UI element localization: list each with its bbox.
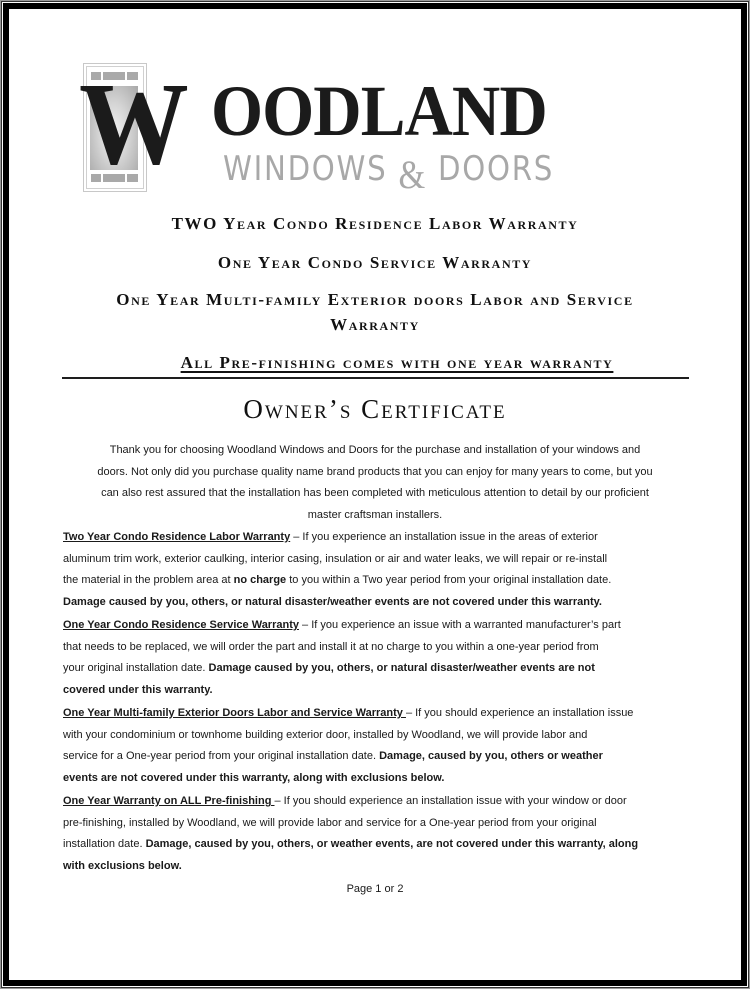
section-heading: Two Year Condo Residence Labor Warranty — [63, 531, 291, 543]
logo-ampersand: & — [398, 152, 427, 197]
heading-multi-family-line2: Warranty — [330, 315, 420, 334]
section-exclusion: covered under this warranty. — [63, 683, 213, 696]
section-exclusion: Damage caused by you, others, or natural disaster/weather events are not covered under this warranty. — [63, 595, 602, 608]
logo-subtitle-right: DOORS — [437, 149, 555, 189]
section-text: – If you experience an issue with a warranted manufacturer’s part — [298, 619, 621, 631]
logo-subtitle — [223, 147, 555, 197]
section-text-bold: Damage caused by you, others, or natural disaster/weather events are not — [208, 662, 595, 674]
section-text: that needs to be replaced, we will order the part and install it at no charge to you within a one-year period from — [63, 640, 599, 653]
section-pre-finishing — [63, 791, 687, 877]
heading-pre-finishing — [22, 351, 750, 375]
section-multi-family-doors — [63, 703, 687, 789]
page-number: Page 1 or 2 — [346, 883, 404, 895]
section-text-bold: Damage, caused by you, others, or weather events, are not covered under this warranty, along — [145, 838, 639, 850]
intro-paragraph — [63, 440, 687, 526]
section-text-bold: Damage, caused by you, others or weather — [379, 750, 603, 762]
logo-subtitle-left: WINDOWS — [223, 149, 388, 189]
heading-multi-family-line1: One Year Multi-family Exterior doors Labor and Service — [116, 290, 634, 309]
section-heading: One Year Warranty on ALL Pre-finishing — [63, 795, 275, 807]
intro-line: can also rest assured that the installation has been completed with meticulous attention to detail by our proficient — [101, 487, 649, 499]
section-one-year-condo-service — [63, 615, 687, 701]
intro-line: master craftsman installers. — [307, 508, 443, 521]
section-text: pre-finishing, installed by Woodland, we will provide labor and service for a One-year period from your original — [63, 816, 597, 829]
section-exclusion: events are not covered under this warranty, along with exclusions below. — [63, 771, 445, 784]
logo-initial: W — [79, 58, 187, 189]
woodland-logo — [79, 58, 703, 197]
divider-rule — [62, 377, 689, 379]
intro-line: doors. Not only did you purchase quality name brand products that you can enjoy for many years to come, but you — [97, 465, 653, 478]
section-two-year-condo-labor — [63, 527, 687, 613]
logo-wordmark: OODLAND — [211, 71, 547, 151]
section-text: – If you should experience an installation issue with your window or door — [274, 795, 627, 807]
heading-two-year-labor: TWO Year Condo Residence Labor Warranty — [171, 214, 579, 233]
section-text: installation date. — [63, 838, 146, 850]
page-title: Owner’s Certificate — [243, 394, 507, 424]
intro-line: Thank you for choosing Woodland Windows and Doors for the purchase and installation of your windows and — [109, 444, 641, 456]
section-text: – If you experience an installation issue in the areas of exterior — [290, 531, 598, 543]
section-text: – If you should experience an installation issue — [405, 707, 634, 719]
heading-pre-finishing-text: All Pre-finishing comes with one year warranty — [180, 353, 614, 372]
section-text: to you within a Two year period from your original installation date. — [286, 574, 612, 586]
section-heading: One Year Condo Residence Service Warranty — [63, 619, 299, 631]
section-text: the material in the problem area at — [63, 574, 234, 586]
section-text: service for a One-year period from your original installation date. — [63, 750, 380, 762]
section-exclusion: with exclusions below. — [63, 859, 182, 872]
section-text: with your condominium or townhome building exterior door, installed by Woodland, we will provide labor and — [63, 728, 588, 741]
section-heading: One Year Multi-family Exterior Doors Labor and Service Warranty — [63, 707, 406, 719]
heading-one-year-service: One Year Condo Service Warranty — [217, 253, 533, 272]
section-text: aluminum trim work, exterior caulking, interior casing, insulation or air and water leaks, we will repair or re-install — [63, 552, 608, 565]
section-text: your original installation date. — [63, 662, 209, 674]
section-text-bold: no charge — [233, 574, 287, 586]
